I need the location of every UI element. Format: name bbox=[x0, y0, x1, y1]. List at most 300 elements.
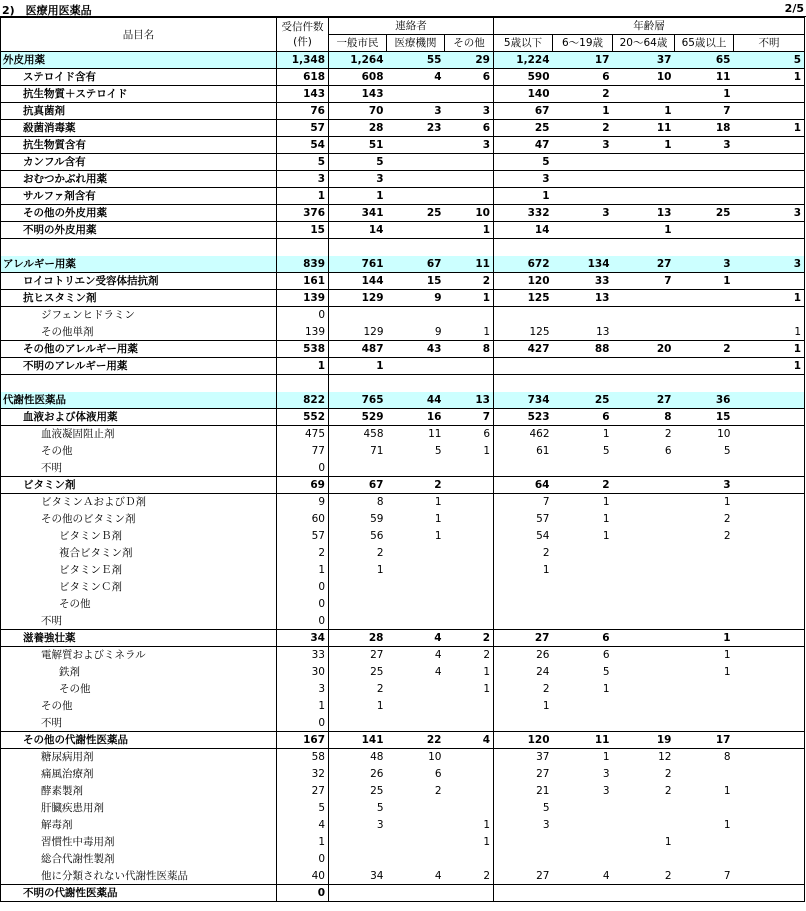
value-cell-age-65plus bbox=[675, 613, 734, 630]
value-cell-age-20-64: 2 bbox=[613, 868, 675, 885]
value-cell-public bbox=[329, 851, 387, 868]
value-cell-age-0-5: 125 bbox=[494, 290, 553, 307]
value-cell-medical: 9 bbox=[387, 324, 445, 341]
item-name-header: 品目名 bbox=[1, 18, 277, 52]
table-row bbox=[1, 307, 805, 324]
value-cell-age-0-5 bbox=[494, 307, 553, 324]
value-cell-age-0-5: 3 bbox=[494, 171, 553, 188]
item-name-cell: 殺菌消毒薬 bbox=[1, 120, 277, 137]
value-cell-medical: 16 bbox=[387, 409, 445, 426]
value-cell-age-0-5 bbox=[494, 613, 553, 630]
value-cell-medical: 3 bbox=[387, 103, 445, 120]
value-cell-age-20-64: 8 bbox=[613, 409, 675, 426]
value-cell-age-unknown: 1 bbox=[734, 120, 805, 137]
value-cell-received: 0 bbox=[277, 307, 329, 324]
value-cell-medical bbox=[387, 460, 445, 477]
spacer-cell bbox=[613, 239, 675, 256]
value-cell-age-6-19: 6 bbox=[553, 409, 613, 426]
value-cell-age-0-5: 26 bbox=[536, 649, 550, 662]
item-name-cell: その他 bbox=[1, 681, 277, 698]
value-cell-age-65plus bbox=[675, 885, 734, 902]
value-cell-age-6-19 bbox=[553, 596, 613, 613]
value-cell-public: 529 bbox=[329, 409, 387, 426]
table-row bbox=[1, 324, 805, 341]
value-cell-medical bbox=[387, 715, 445, 732]
table-row bbox=[1, 409, 805, 426]
value-cell-medical: 1 bbox=[434, 513, 442, 525]
value-cell-age-20-64 bbox=[613, 511, 675, 528]
value-cell-contact-other: 1 bbox=[445, 681, 494, 698]
value-cell-age-6-19 bbox=[553, 834, 613, 851]
value-cell-contact-other: 2 bbox=[445, 630, 494, 647]
value-cell-public: 28 bbox=[329, 120, 387, 137]
table-row bbox=[1, 52, 805, 69]
value-cell-age-65plus: 1 bbox=[723, 649, 731, 662]
value-cell-medical: 2 bbox=[434, 785, 442, 797]
item-name-cell: 抗生物質含有 bbox=[1, 137, 277, 154]
spacer-cell bbox=[445, 375, 494, 392]
table-row bbox=[1, 120, 805, 137]
value-cell-age-6-19: 5 bbox=[602, 666, 610, 678]
value-cell-age-20-64: 13 bbox=[613, 205, 675, 222]
value-cell-public: 25 bbox=[370, 785, 384, 797]
value-cell-medical bbox=[387, 596, 445, 613]
value-cell-age-20-64 bbox=[613, 851, 675, 868]
value-cell-contact-other bbox=[445, 715, 494, 732]
value-cell-contact-other: 6 bbox=[445, 69, 494, 86]
value-cell-medical: 2 bbox=[387, 477, 445, 494]
value-cell-age-unknown bbox=[734, 511, 805, 528]
spacer-cell bbox=[387, 239, 445, 256]
data-table bbox=[0, 17, 805, 902]
item-name-cell: ビタミン剤 bbox=[1, 477, 277, 494]
value-cell-contact-other bbox=[445, 86, 494, 103]
table-row bbox=[1, 664, 805, 681]
value-cell-received: 57 bbox=[277, 528, 329, 545]
value-cell-age-20-64: 1 bbox=[613, 103, 675, 120]
spacer-cell bbox=[553, 375, 613, 392]
value-cell-age-unknown bbox=[734, 443, 805, 460]
value-cell-age-0-5 bbox=[494, 358, 553, 375]
value-cell-received: 76 bbox=[277, 103, 329, 120]
value-cell-public: 70 bbox=[329, 103, 387, 120]
value-cell-age-20-64 bbox=[613, 715, 675, 732]
value-cell-received: 4 bbox=[277, 817, 329, 834]
value-cell-age-unknown bbox=[734, 783, 805, 800]
value-cell-age-20-64 bbox=[613, 664, 675, 681]
value-cell-age-20-64: 2 bbox=[664, 785, 672, 797]
value-cell-age-65plus bbox=[675, 579, 734, 596]
value-cell-contact-other bbox=[445, 307, 494, 324]
value-cell-public bbox=[329, 613, 387, 630]
value-cell-contact-other bbox=[445, 477, 494, 494]
value-cell-received: 0 bbox=[277, 885, 329, 902]
item-name-cell: ビタミンＥ剤 bbox=[1, 562, 277, 579]
value-cell-age-65plus bbox=[675, 358, 734, 375]
value-cell-medical bbox=[387, 834, 445, 851]
col-header-contact-other: その他 bbox=[445, 35, 494, 52]
value-cell-age-20-64: 1 bbox=[613, 137, 675, 154]
value-cell-medical bbox=[387, 800, 445, 817]
value-cell-age-0-5 bbox=[494, 851, 553, 868]
value-cell-age-65plus bbox=[675, 154, 734, 171]
value-cell-age-0-5: 734 bbox=[494, 392, 553, 409]
value-cell-received: 40 bbox=[277, 868, 329, 885]
value-cell-age-0-5: 427 bbox=[494, 341, 553, 358]
value-cell-public bbox=[329, 460, 387, 477]
value-cell-age-20-64 bbox=[613, 154, 675, 171]
table-row bbox=[1, 647, 805, 664]
value-cell-medical: 4 bbox=[387, 69, 445, 86]
value-cell-age-0-5: 1 bbox=[542, 700, 550, 712]
spacer-cell bbox=[494, 375, 553, 392]
spacer-cell bbox=[277, 375, 329, 392]
table-row bbox=[1, 205, 805, 222]
value-cell-contact-other bbox=[445, 494, 494, 511]
value-cell-public: 458 bbox=[363, 428, 384, 441]
table-row bbox=[1, 137, 805, 154]
value-cell-age-unknown bbox=[734, 562, 805, 579]
item-name-cell: 外皮用薬 bbox=[1, 52, 277, 69]
value-cell-received: 15 bbox=[277, 222, 329, 239]
spacer-cell bbox=[553, 239, 613, 256]
item-name-cell: その他の代謝性医薬品 bbox=[1, 732, 277, 749]
item-name-cell: 抗ヒスタミン剤 bbox=[1, 290, 277, 307]
item-name-cell: その他のアレルギー用薬 bbox=[1, 341, 277, 358]
value-cell-age-0-5 bbox=[494, 460, 553, 477]
value-cell-age-65plus bbox=[675, 545, 734, 562]
value-cell-medical: 6 bbox=[434, 768, 442, 780]
item-name-cell: 糖尿病用剤 bbox=[1, 749, 277, 766]
spacer-cell bbox=[387, 375, 445, 392]
spacer-cell bbox=[613, 375, 675, 392]
value-cell-contact-other bbox=[445, 562, 494, 579]
value-cell-age-20-64: 37 bbox=[613, 52, 675, 69]
spacer-row bbox=[1, 375, 805, 392]
spacer-cell bbox=[675, 375, 734, 392]
value-cell-contact-other bbox=[445, 698, 494, 715]
item-name-cell: カンフル含有 bbox=[1, 154, 277, 171]
table-row bbox=[1, 443, 805, 460]
value-cell-age-0-5: 523 bbox=[494, 409, 553, 426]
value-cell-age-0-5: 332 bbox=[494, 205, 553, 222]
value-cell-contact-other bbox=[445, 154, 494, 171]
value-cell-age-65plus bbox=[675, 307, 734, 324]
value-cell-age-unknown bbox=[734, 103, 805, 120]
value-cell-age-6-19 bbox=[553, 698, 613, 715]
item-name-cell: 不明 bbox=[1, 715, 277, 732]
value-cell-medical bbox=[387, 562, 445, 579]
value-cell-public bbox=[329, 885, 387, 902]
value-cell-public bbox=[329, 715, 387, 732]
table-row bbox=[1, 545, 805, 562]
value-cell-contact-other: 2 bbox=[445, 647, 494, 664]
value-cell-contact-other: 10 bbox=[445, 205, 494, 222]
value-cell-medical: 1 bbox=[434, 530, 442, 542]
value-cell-age-20-64 bbox=[613, 885, 675, 902]
value-cell-age-20-64 bbox=[613, 698, 675, 715]
value-cell-age-6-19: 1 bbox=[602, 683, 610, 695]
value-cell-age-65plus bbox=[675, 766, 734, 783]
value-cell-received: 3 bbox=[277, 681, 329, 698]
item-name-cell: 抗生物質＋ステロイド bbox=[1, 86, 277, 103]
value-cell-medical: 4 bbox=[387, 630, 445, 647]
value-cell-received: 139 bbox=[277, 290, 329, 307]
age-group-header: 年齢層 bbox=[494, 18, 805, 35]
item-name-cell: 電解質およびミネラル bbox=[1, 647, 277, 664]
table-row bbox=[1, 749, 805, 766]
value-cell-age-65plus: 7 bbox=[675, 103, 734, 120]
value-cell-age-65plus: 3 bbox=[675, 477, 734, 494]
value-cell-age-unknown bbox=[734, 86, 805, 103]
value-cell-medical: 43 bbox=[387, 341, 445, 358]
value-cell-received: 58 bbox=[277, 749, 329, 766]
table-row bbox=[1, 698, 805, 715]
table-row bbox=[1, 358, 805, 375]
value-cell-age-6-19: 1 bbox=[602, 513, 610, 525]
value-cell-age-20-64 bbox=[613, 681, 675, 698]
table-row bbox=[1, 630, 805, 647]
table-row bbox=[1, 392, 805, 409]
table-row bbox=[1, 834, 805, 851]
value-cell-public: 3 bbox=[376, 819, 384, 831]
value-cell-age-20-64 bbox=[613, 800, 675, 817]
value-cell-public: 765 bbox=[329, 392, 387, 409]
value-cell-received: 34 bbox=[277, 630, 329, 647]
value-cell-age-6-19 bbox=[553, 154, 613, 171]
value-cell-contact-other: 1 bbox=[445, 664, 494, 681]
value-cell-age-65plus bbox=[675, 715, 734, 732]
value-cell-age-20-64 bbox=[613, 545, 675, 562]
value-cell-age-unknown bbox=[734, 273, 805, 290]
item-name-cell: 血液および体液用薬 bbox=[1, 409, 277, 426]
table-row bbox=[1, 477, 805, 494]
value-cell-age-20-64 bbox=[613, 528, 675, 545]
item-name-cell: 解毒剤 bbox=[1, 817, 277, 834]
spacer-cell bbox=[1, 239, 277, 256]
value-cell-contact-other bbox=[445, 528, 494, 545]
value-cell-contact-other bbox=[445, 800, 494, 817]
value-cell-age-unknown: 3 bbox=[734, 205, 805, 222]
value-cell-contact-other bbox=[445, 851, 494, 868]
value-cell-medical bbox=[387, 188, 445, 205]
value-cell-received: 0 bbox=[277, 579, 329, 596]
item-name-cell: アレルギー用薬 bbox=[1, 256, 277, 273]
col-header-age-0-5: 5歳以下 bbox=[494, 35, 553, 52]
value-cell-contact-other: 13 bbox=[445, 392, 494, 409]
value-cell-age-6-19: 25 bbox=[553, 392, 613, 409]
value-cell-age-65plus: 2 bbox=[675, 341, 734, 358]
col-header-medical: 医療機関 bbox=[387, 35, 445, 52]
value-cell-age-6-19 bbox=[553, 800, 613, 817]
value-cell-received: 475 bbox=[277, 426, 329, 443]
value-cell-age-unknown bbox=[734, 579, 805, 596]
item-name-cell: 習慣性中毒用剤 bbox=[1, 834, 277, 851]
value-cell-public: 1 bbox=[376, 564, 384, 576]
value-cell-age-6-19 bbox=[553, 885, 613, 902]
item-name-cell: 不明のアレルギー用薬 bbox=[1, 358, 277, 375]
value-cell-medical bbox=[387, 885, 445, 902]
value-cell-public: 2 bbox=[376, 683, 384, 695]
value-cell-age-65plus bbox=[675, 698, 734, 715]
value-cell-public: 25 bbox=[370, 666, 384, 678]
value-cell-public: 1,264 bbox=[329, 52, 387, 69]
received-count-label: 受信件数 bbox=[281, 20, 324, 33]
value-cell-age-unknown: 5 bbox=[734, 52, 805, 69]
value-cell-public: 34 bbox=[329, 868, 387, 885]
value-cell-age-6-19 bbox=[553, 715, 613, 732]
value-cell-age-unknown bbox=[734, 477, 805, 494]
value-cell-age-0-5: 47 bbox=[494, 137, 553, 154]
value-cell-age-unknown: 1 bbox=[734, 358, 805, 375]
value-cell-received: 1 bbox=[277, 698, 329, 715]
value-cell-public: 1 bbox=[329, 188, 387, 205]
value-cell-contact-other bbox=[445, 579, 494, 596]
value-cell-medical: 44 bbox=[387, 392, 445, 409]
value-cell-age-unknown bbox=[734, 426, 805, 443]
table-row bbox=[1, 188, 805, 205]
value-cell-medical bbox=[387, 545, 445, 562]
value-cell-public: 26 bbox=[370, 768, 384, 780]
value-cell-age-0-5: 7 bbox=[542, 496, 550, 509]
value-cell-age-0-5: 120 bbox=[494, 732, 553, 749]
spacer-cell bbox=[494, 239, 553, 256]
value-cell-age-65plus: 5 bbox=[723, 445, 731, 457]
received-count-header bbox=[277, 18, 329, 52]
value-cell-age-6-19: 3 bbox=[553, 137, 613, 154]
value-cell-age-0-5: 2 bbox=[542, 547, 550, 559]
value-cell-public: 761 bbox=[329, 256, 387, 273]
value-cell-age-20-64 bbox=[613, 647, 675, 664]
value-cell-age-0-5: 1 bbox=[494, 188, 553, 205]
value-cell-age-6-19 bbox=[553, 613, 613, 630]
value-cell-age-20-64 bbox=[613, 630, 675, 647]
table-body bbox=[1, 52, 805, 902]
value-cell-age-6-19: 5 bbox=[602, 445, 610, 457]
value-cell-age-unknown bbox=[734, 749, 805, 766]
value-cell-received: 57 bbox=[277, 120, 329, 137]
value-cell-age-65plus: 65 bbox=[675, 52, 734, 69]
value-cell-contact-other bbox=[445, 358, 494, 375]
value-cell-contact-other bbox=[445, 749, 494, 766]
value-cell-age-65plus bbox=[675, 834, 734, 851]
value-cell-age-0-5: 590 bbox=[494, 69, 553, 86]
value-cell-received: 0 bbox=[277, 715, 329, 732]
value-cell-age-unknown bbox=[734, 545, 805, 562]
value-cell-public: 71 bbox=[370, 445, 384, 457]
value-cell-age-65plus bbox=[675, 188, 734, 205]
value-cell-age-65plus bbox=[675, 851, 734, 868]
item-name-cell: 不明の外皮用薬 bbox=[1, 222, 277, 239]
table-row bbox=[1, 103, 805, 120]
value-cell-age-6-19: 134 bbox=[553, 256, 613, 273]
value-cell-medical: 5 bbox=[434, 445, 442, 457]
value-cell-age-6-19 bbox=[553, 188, 613, 205]
table-row bbox=[1, 783, 805, 800]
value-cell-age-6-19 bbox=[553, 545, 613, 562]
item-name-cell: 血液凝固阻止剤 bbox=[1, 426, 277, 443]
value-cell-received: 32 bbox=[277, 766, 329, 783]
value-cell-age-6-19 bbox=[553, 222, 613, 239]
table-row bbox=[1, 426, 805, 443]
value-cell-contact-other: 29 bbox=[445, 52, 494, 69]
value-cell-received: 54 bbox=[277, 137, 329, 154]
value-cell-public: 144 bbox=[329, 273, 387, 290]
value-cell-age-65plus bbox=[675, 324, 734, 341]
value-cell-age-0-5: 5 bbox=[542, 802, 550, 814]
value-cell-age-0-5 bbox=[494, 579, 553, 596]
value-cell-age-6-19 bbox=[553, 307, 613, 324]
value-cell-age-20-64: 6 bbox=[664, 445, 672, 457]
value-cell-age-0-5: 140 bbox=[494, 86, 553, 103]
value-cell-age-unknown bbox=[734, 885, 805, 902]
item-name-cell: ビタミンＣ剤 bbox=[1, 579, 277, 596]
value-cell-received: 139 bbox=[277, 324, 329, 341]
item-name-cell: 総合代謝性製剤 bbox=[1, 851, 277, 868]
value-cell-age-0-5: 57 bbox=[536, 513, 550, 525]
value-cell-medical: 10 bbox=[428, 751, 442, 764]
value-cell-contact-other bbox=[445, 171, 494, 188]
value-cell-age-0-5: 61 bbox=[536, 445, 550, 457]
table-row bbox=[1, 562, 805, 579]
value-cell-received: 3 bbox=[277, 171, 329, 188]
value-cell-contact-other bbox=[445, 613, 494, 630]
value-cell-age-unknown bbox=[734, 851, 805, 868]
value-cell-public bbox=[329, 834, 387, 851]
table-row bbox=[1, 817, 805, 834]
table-row bbox=[1, 868, 805, 885]
value-cell-medical: 22 bbox=[387, 732, 445, 749]
value-cell-medical bbox=[387, 358, 445, 375]
value-cell-contact-other bbox=[445, 766, 494, 783]
value-cell-medical: 4 bbox=[434, 666, 442, 678]
value-cell-received: 618 bbox=[277, 69, 329, 86]
value-cell-age-0-5: 54 bbox=[536, 530, 550, 542]
value-cell-age-65plus bbox=[675, 681, 734, 698]
value-cell-age-6-19: 3 bbox=[553, 205, 613, 222]
value-cell-contact-other: 3 bbox=[445, 137, 494, 154]
value-cell-age-20-64: 2 bbox=[664, 428, 672, 441]
value-cell-age-unknown bbox=[734, 766, 805, 783]
table-row bbox=[1, 800, 805, 817]
value-cell-medical bbox=[387, 307, 445, 324]
value-cell-age-0-5: 14 bbox=[494, 222, 553, 239]
value-cell-age-6-19: 1 bbox=[602, 751, 610, 764]
value-cell-medical bbox=[387, 698, 445, 715]
table-row bbox=[1, 885, 805, 902]
value-cell-public: 3 bbox=[329, 171, 387, 188]
value-cell-age-unknown: 1 bbox=[734, 290, 805, 307]
item-name-cell: ステロイド含有 bbox=[1, 69, 277, 86]
value-cell-contact-other: 6 bbox=[445, 426, 494, 443]
value-cell-age-65plus: 25 bbox=[675, 205, 734, 222]
value-cell-age-65plus: 2 bbox=[723, 530, 731, 542]
value-cell-age-65plus: 36 bbox=[675, 392, 734, 409]
value-cell-received: 0 bbox=[277, 460, 329, 477]
value-cell-public: 27 bbox=[370, 649, 384, 662]
item-name-cell: その他 bbox=[1, 596, 277, 613]
value-cell-age-unknown bbox=[734, 664, 805, 681]
spacer-cell bbox=[734, 375, 805, 392]
value-cell-age-6-19: 2 bbox=[553, 477, 613, 494]
received-count-unit: (件) bbox=[293, 35, 312, 48]
value-cell-public bbox=[329, 307, 387, 324]
value-cell-public: 487 bbox=[329, 341, 387, 358]
value-cell-age-20-64: 19 bbox=[613, 732, 675, 749]
value-cell-age-unknown bbox=[734, 460, 805, 477]
value-cell-public: 59 bbox=[370, 513, 384, 525]
value-cell-contact-other bbox=[445, 596, 494, 613]
